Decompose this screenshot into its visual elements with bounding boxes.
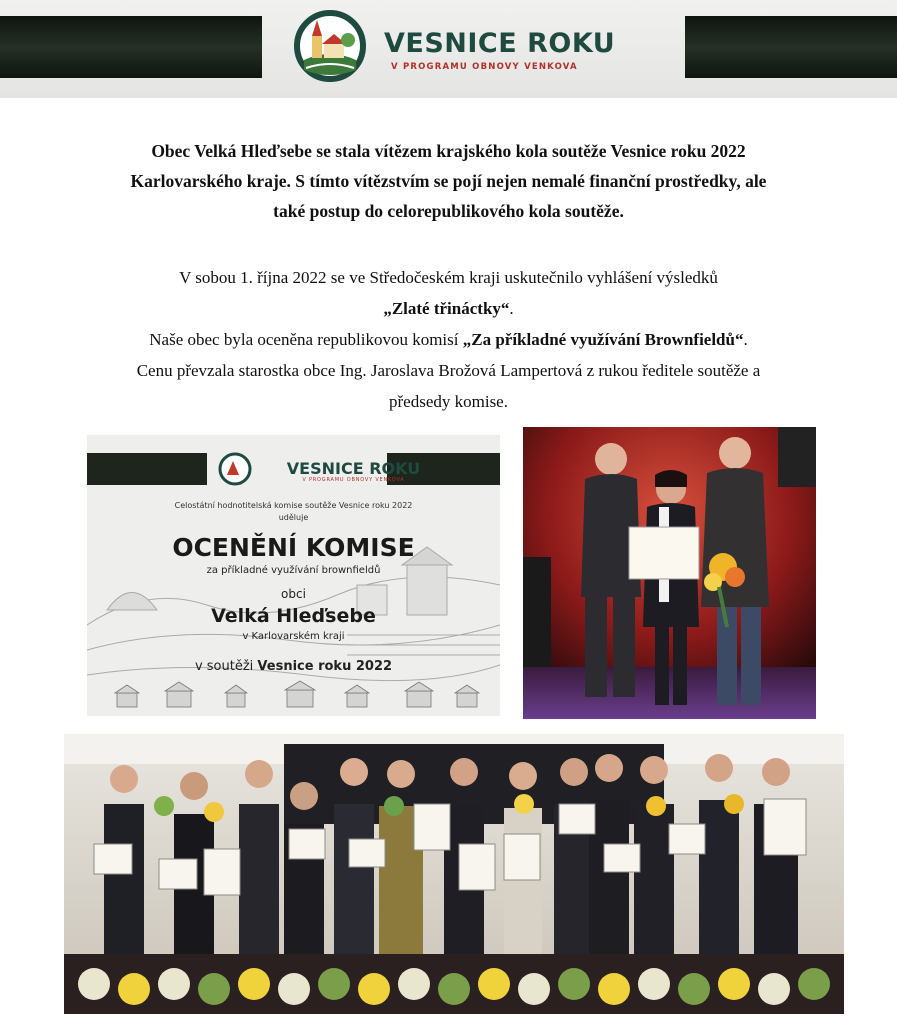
certificate-photo xyxy=(87,435,500,716)
group-photo xyxy=(64,734,844,1014)
body-line: „Zlaté třináctky“. xyxy=(383,299,514,318)
village-emblem-icon xyxy=(290,10,372,82)
golden-thirteen-title: „Zlaté třináctky“ xyxy=(383,299,510,318)
certificate-grants: uděluje xyxy=(278,513,309,522)
certificate-award-sub: za příkladné využívání brownfieldů xyxy=(206,565,381,576)
logo-subtitle: V PROGRAMU OBNOVY VENKOVA xyxy=(391,62,578,72)
vesnice-roku-logo xyxy=(290,10,650,82)
body-paragraph xyxy=(60,262,837,417)
certificate-text xyxy=(87,435,500,716)
certificate-obci: obci xyxy=(281,587,306,601)
intro-line: Karlovarského kraje. S tímto vítězstvím se pojí nejen nemalé finanční prostředky, ale xyxy=(130,171,767,191)
banner-strip-left xyxy=(0,16,262,78)
certificate-award: OCENĚNÍ KOMISE xyxy=(172,533,415,562)
certificate-region: v Karlovarském kraji xyxy=(242,631,345,642)
ceremony-scene xyxy=(523,427,816,719)
certificate-issuer: Celostátní hodnotitelská komise soutěže Vesnice roku 2022 xyxy=(174,501,413,510)
body-line: předsedy komise. xyxy=(389,392,508,411)
certificate-logo-subtitle: V PROGRAMU OBNOVY VENKOVA xyxy=(302,477,405,483)
intro-line: Obec Velká Hleďsebe se stala vítězem krajského kola soutěže Vesnice roku 2022 xyxy=(151,141,746,161)
banner-strip-right xyxy=(685,16,897,78)
body-line: Naše obec byla oceněna republikovou komisí „Za příkladné využívání Brownfieldů“. xyxy=(149,330,748,349)
certificate-logo-title: VESNICE ROKU xyxy=(286,459,421,478)
intro-line: také postup do celorepublikového kola soutěže. xyxy=(273,201,624,221)
intro-paragraph xyxy=(60,136,837,226)
certificate-village: Velká Hleďsebe xyxy=(211,605,376,627)
award-ceremony-photo xyxy=(523,427,816,719)
body-line: Cenu převzala starostka obce Ing. Jaroslava Brožová Lampertová z rukou ředitele soutěže a xyxy=(136,361,761,380)
header-banner xyxy=(0,0,897,98)
logo-title: VESNICE ROKU xyxy=(384,28,616,59)
certificate-contest: v soutěži Vesnice roku 2022 xyxy=(194,659,393,674)
body-line: V sobou 1. října 2022 se ve Středočeském kraji uskutečnilo vyhlášení výsledků xyxy=(179,268,718,287)
award-name: „Za příkladné využívání Brownfieldů“ xyxy=(462,330,744,349)
group-scene xyxy=(64,734,844,1014)
